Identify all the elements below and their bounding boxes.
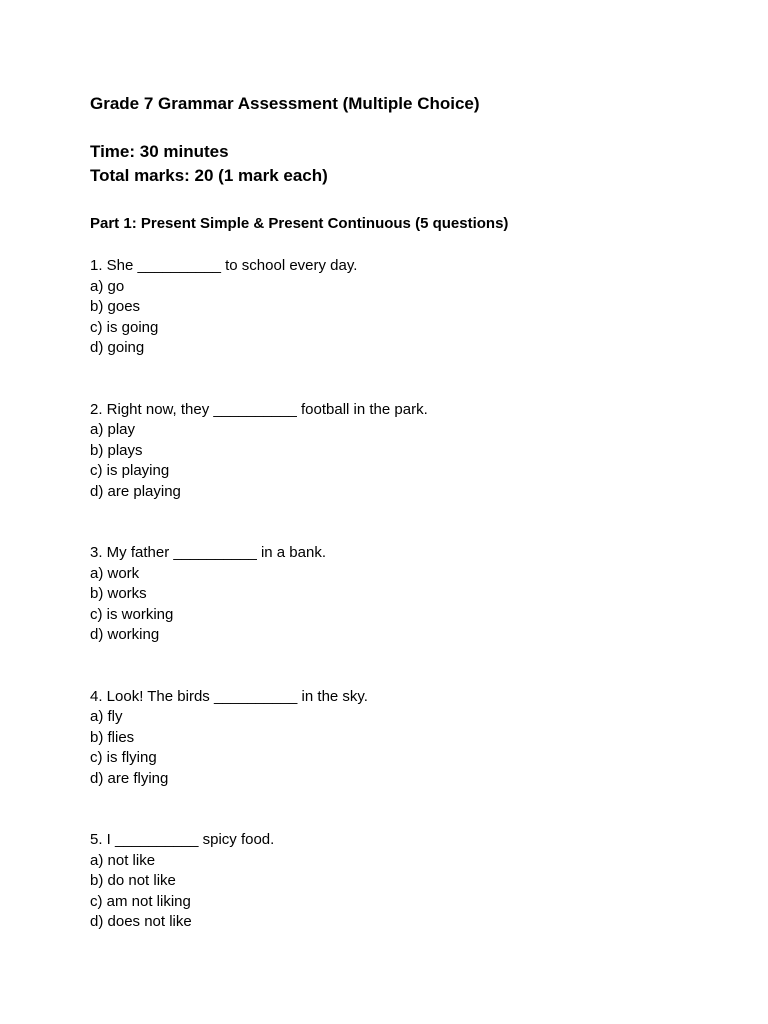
option-d: d) does not like [90, 913, 192, 930]
page-title: Grade 7 Grammar Assessment (Multiple Choice) [90, 94, 480, 113]
option-c: c) is going [90, 318, 159, 336]
question-3 [90, 543, 730, 646]
option-b: b) do not like [90, 872, 176, 889]
question-text: 1. She __________ to school every day. [90, 257, 358, 274]
question-text: 3. My father __________ in a bank. [90, 544, 327, 561]
question-text: 5. I __________ spicy food. [90, 831, 275, 848]
option-c: c) is flying [90, 749, 157, 766]
option-b: b) plays [90, 441, 143, 459]
option-b: b) goes [90, 298, 141, 315]
total-marks: Total marks: 20 (1 mark each) [90, 166, 328, 185]
option-c: c) is playing [90, 462, 170, 479]
option-b: b) flies [90, 728, 135, 746]
assessment-meta [90, 140, 730, 188]
option-b: b) works [90, 585, 147, 602]
option-c: c) am not liking [90, 892, 191, 910]
part-heading: Part 1: Present Simple & Present Continuous (5 questions) [90, 215, 509, 232]
option-d: d) are playing [90, 482, 181, 500]
option-a: a) work [90, 564, 140, 582]
option-d: d) going [90, 339, 145, 356]
option-a: a) go [90, 277, 125, 295]
option-a: a) fly [90, 708, 123, 725]
option-c: c) is working [90, 605, 174, 623]
question-list [90, 256, 730, 933]
option-d: d) are flying [90, 769, 169, 787]
document-page [90, 92, 730, 933]
question-5 [90, 830, 730, 933]
question-2 [90, 400, 730, 503]
question-1 [90, 256, 730, 359]
option-a: a) play [90, 421, 136, 438]
time-limit: Time: 30 minutes [90, 142, 229, 161]
option-d: d) working [90, 626, 160, 643]
option-a: a) not like [90, 851, 156, 869]
question-4 [90, 687, 730, 790]
question-text: 2. Right now, they __________ football in the park. [90, 400, 428, 418]
question-text: 4. Look! The birds __________ in the sky. [90, 687, 368, 705]
